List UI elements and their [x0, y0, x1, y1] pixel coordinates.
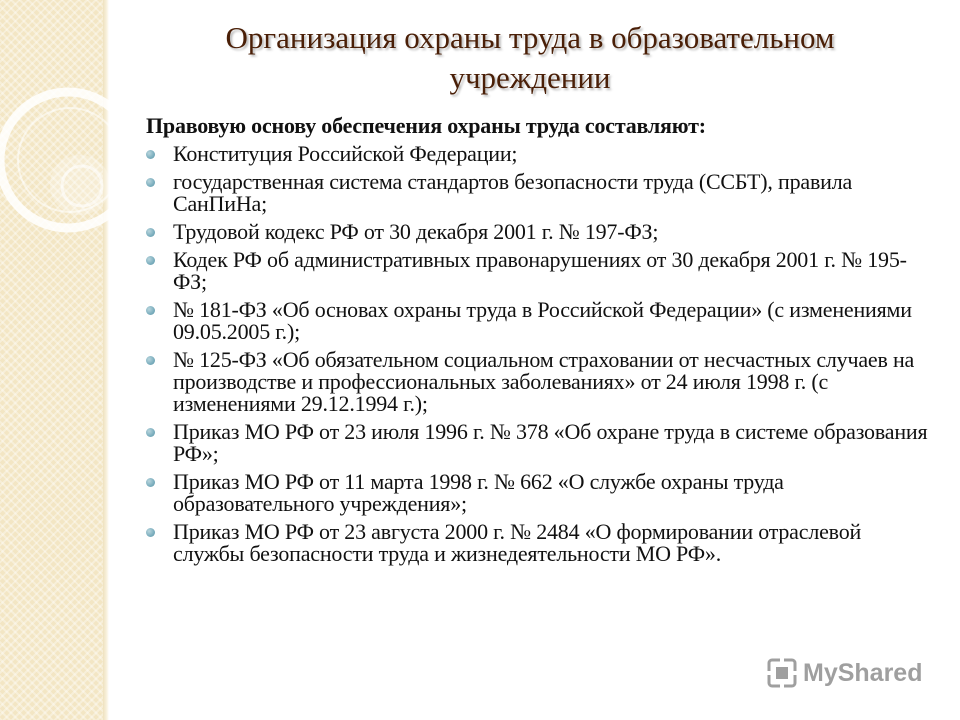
myshared-logo-icon	[767, 658, 797, 688]
list-item	[146, 349, 936, 415]
list-item	[146, 421, 936, 465]
watermark-text: MyShared	[803, 658, 923, 687]
legal-basis-list	[146, 143, 936, 565]
slide-content	[146, 113, 936, 571]
side-band-edge	[103, 0, 109, 720]
slide-title: Организация охраны труда в образовательном учреждении	[225, 20, 835, 95]
list-item-text: Конституция Российской Федерации;	[173, 141, 518, 166]
list-item	[146, 521, 936, 565]
bullet-icon	[146, 478, 155, 487]
list-item	[146, 249, 936, 293]
bullet-icon	[146, 428, 155, 437]
list-item-text: Приказ МО РФ от 11 марта 1998 г. № 662 «О службе охраны труда образовательного учреждения»;	[173, 469, 784, 516]
bullet-icon	[146, 256, 155, 265]
list-item-text: Трудовой кодекс РФ от 30 декабря 2001 г. № 197-ФЗ;	[173, 219, 659, 244]
bullet-icon	[146, 528, 155, 537]
list-item-text: № 181-ФЗ «Об основах охраны труда в Российской Федерации» (с изменениями 09.05.2005 г.);	[173, 297, 912, 344]
bullet-icon	[146, 228, 155, 237]
lead-text: Правовую основу обеспечения охраны труда составляют:	[146, 113, 706, 138]
list-item-text: Кодек РФ об административных правонарушениях от 30 декабря 2001 г. № 195-ФЗ;	[173, 247, 907, 294]
bullet-icon	[146, 178, 155, 187]
bullet-icon	[146, 150, 155, 159]
list-item	[146, 299, 936, 343]
decorative-side-band	[0, 0, 107, 720]
list-item	[146, 171, 936, 215]
list-item	[146, 221, 936, 243]
list-item-text: государственная система стандартов безопасности труда (ССБТ), правила СанПиНа;	[173, 169, 853, 216]
bullet-icon	[146, 306, 155, 315]
list-item-text: Приказ МО РФ от 23 августа 2000 г. № 2484 «О формировании отраслевой службы безопасности труда и жизнедеятельности МО РФ».	[173, 519, 862, 566]
bullet-icon	[146, 356, 155, 365]
myshared-watermark	[767, 655, 922, 691]
list-item-text: Приказ МО РФ от 23 июля 1996 г. № 378 «Об охране труда в системе образования РФ»;	[173, 419, 928, 466]
list-item	[146, 471, 936, 515]
list-item	[146, 143, 936, 165]
list-item-text: № 125-ФЗ «Об обязательном социальном страховании от несчастных случаев на производстве и профессиональных заболеваниях» от 24 июля 1998 г. (с изменениями 29.12.1994 г.);	[173, 347, 915, 416]
